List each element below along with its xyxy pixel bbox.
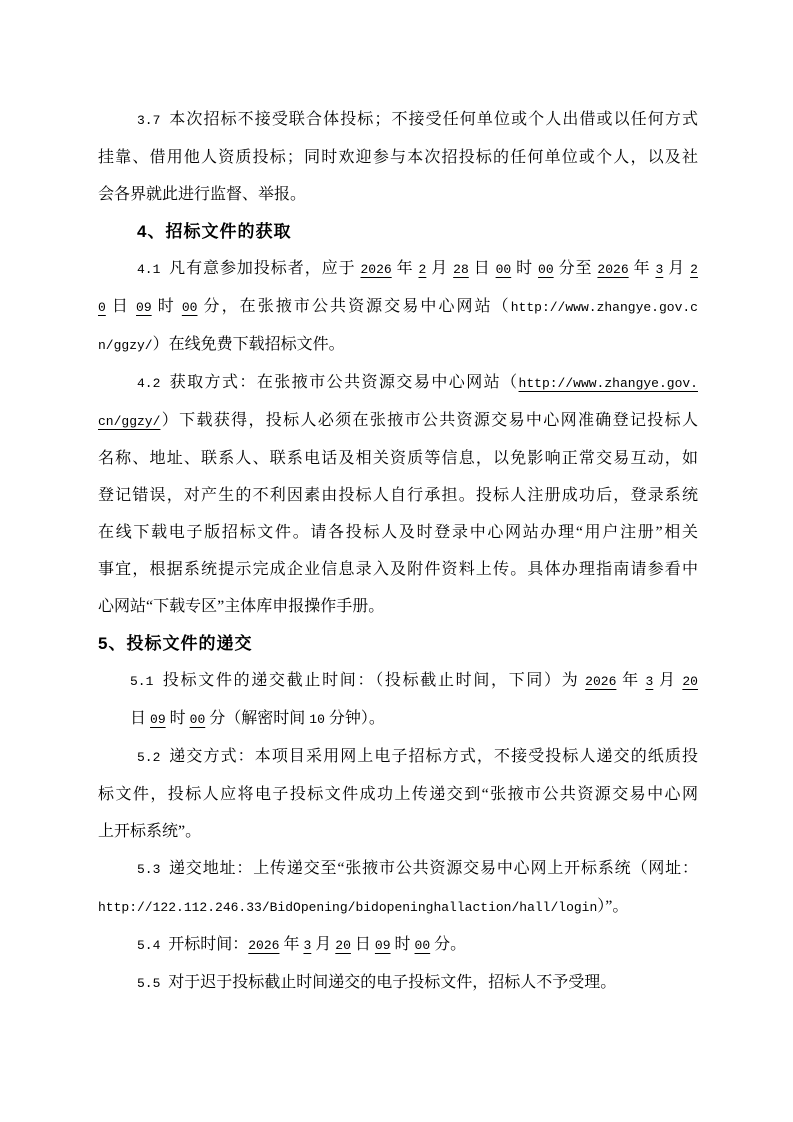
text-segment: 开标时间： xyxy=(168,936,249,953)
text-line xyxy=(98,588,698,625)
underlined-text-segment: 09 xyxy=(374,938,391,953)
text-segment: 5.2 xyxy=(137,750,170,765)
text-segment: 标文件，投标人应将电子投标文件成功上传递交到“张掖市公共资源交易中心网 xyxy=(98,786,698,803)
text-segment: 凡有意参加投标者，应于 xyxy=(169,260,361,277)
text-segment: 4、招标文件的获取 xyxy=(137,222,292,241)
text-segment: 日 xyxy=(468,260,496,277)
underlined-text-segment: 28 xyxy=(453,262,469,277)
underlined-text-segment: 3 xyxy=(655,262,664,277)
text-segment: 日 xyxy=(130,710,151,727)
text-segment: 月 xyxy=(663,260,691,277)
underlined-text-segment: 2026 xyxy=(585,674,617,689)
text-segment: 5.4 xyxy=(137,938,169,953)
text-line xyxy=(98,662,698,700)
text-segment: 日 xyxy=(350,936,375,953)
clause-5-5 xyxy=(98,964,698,1002)
underlined-text-segment: 00 xyxy=(189,712,206,727)
clause-4-2 xyxy=(98,364,698,625)
underlined-text-segment: 3 xyxy=(645,674,654,689)
text-line xyxy=(98,364,698,402)
text-segment: 月 xyxy=(653,672,683,689)
text-segment: n/ggzy/ xyxy=(98,338,153,353)
clause-5-1 xyxy=(98,662,698,738)
underlined-text-segment: cn/ggzy/ xyxy=(98,414,161,429)
underlined-text-segment: 2026 xyxy=(597,262,629,277)
text-segment: 年 xyxy=(279,936,304,953)
underlined-text-segment: 09 xyxy=(136,300,152,315)
text-line xyxy=(98,700,698,738)
text-segment: ）”。 xyxy=(597,898,629,915)
text-segment: 对于迟于投标截止时间递交的电子投标文件，招标人不予受理。 xyxy=(168,974,617,991)
text-segment: 5.3 xyxy=(137,862,170,877)
text-segment: 递交方式：本项目采用网上电子招标方式，不接受投标人递交的纸质投 xyxy=(169,748,698,765)
text-line xyxy=(98,288,698,326)
text-segment: 10 xyxy=(309,712,325,727)
text-segment: 心网站“下载专区”主体库申报操作手册。 xyxy=(98,598,385,615)
text-segment: 分。 xyxy=(430,936,467,953)
underlined-text-segment: 20 xyxy=(682,674,698,689)
underlined-text-segment: 00 xyxy=(495,262,512,277)
heading-5-bid-document-submission xyxy=(98,625,698,662)
clause-5-2 xyxy=(98,738,698,850)
text-segment: 分钟）。 xyxy=(324,710,385,727)
text-segment: 5.1 xyxy=(130,674,163,689)
text-segment: 月 xyxy=(311,936,336,953)
heading-4-tender-document-acquisition xyxy=(98,213,698,250)
text-line xyxy=(98,888,698,926)
text-segment: 5.5 xyxy=(137,976,169,991)
underlined-text-segment: 00 xyxy=(538,262,554,277)
underlined-text-segment: 20 xyxy=(335,938,351,953)
text-segment: 年 xyxy=(391,260,419,277)
text-line xyxy=(98,250,698,288)
text-line xyxy=(98,514,698,551)
text-line xyxy=(98,213,698,250)
text-segment: 4.2 xyxy=(137,376,170,391)
underlined-text-segment: http://www.zhangye.gov. xyxy=(518,376,698,391)
text-segment: 分（解密时间 xyxy=(205,710,310,727)
text-segment: http://122.112.246.33/BidOpening/bidopeninghallaction/hall/login xyxy=(98,900,598,915)
text-segment: 投标文件的递交截止时间：（投标截止时间，下同）为 xyxy=(162,672,586,689)
clause-3-7 xyxy=(98,101,698,213)
text-line xyxy=(98,477,698,514)
text-line xyxy=(98,625,698,662)
text-segment: 5、投标文件的递交 xyxy=(98,634,253,653)
text-segment: 分至 xyxy=(553,260,598,277)
text-segment: 3.7 xyxy=(137,113,170,128)
underlined-text-segment: 09 xyxy=(150,712,166,727)
text-line xyxy=(98,964,698,1002)
text-segment: 上开标系统”。 xyxy=(98,823,202,840)
text-segment: 会各界就此进行监督、举报。 xyxy=(98,186,307,203)
clause-5-3 xyxy=(98,850,698,926)
text-segment: 月 xyxy=(426,260,454,277)
underlined-text-segment: 0 xyxy=(98,300,106,315)
text-line xyxy=(98,139,698,176)
underlined-text-segment: 3 xyxy=(303,938,312,953)
text-line xyxy=(98,176,698,213)
text-segment: 分，在张掖市公共资源交易中心网站（ xyxy=(197,298,511,315)
underlined-text-segment: 00 xyxy=(181,300,198,315)
text-segment: 4.1 xyxy=(137,262,170,277)
text-line xyxy=(98,551,698,588)
text-segment: 在线下载电子版招标文件。请各投标人及时登录中心网站办理“用户注册”相关 xyxy=(98,524,698,541)
text-segment: 日 xyxy=(105,298,137,315)
text-segment: 时 xyxy=(511,260,539,277)
text-segment: 年 xyxy=(628,260,656,277)
text-line xyxy=(98,738,698,776)
text-segment: 挂靠、借用他人资质投标；同时欢迎参与本次招投标的任何单位或个人，以及社 xyxy=(98,149,698,166)
text-line xyxy=(98,926,698,964)
text-segment: 获取方式：在张掖市公共资源交易中心网站（ xyxy=(169,374,519,391)
document-content xyxy=(98,101,698,1002)
text-line xyxy=(98,326,698,364)
text-segment: 登记错误，对产生的不利因素由投标人自行承担。投标人注册成功后，登录系统 xyxy=(98,487,698,504)
text-segment: 时 xyxy=(165,710,190,727)
text-line xyxy=(98,813,698,850)
text-line xyxy=(98,850,698,888)
underlined-text-segment: 00 xyxy=(414,938,431,953)
text-segment: 时 xyxy=(151,298,182,315)
text-segment: http://www.zhangye.gov.c xyxy=(510,300,698,315)
clause-5-4 xyxy=(98,926,698,964)
underlined-text-segment: 2 xyxy=(418,262,427,277)
text-segment: 递交地址：上传递交至“张掖市公共资源交易中心网上开标系统（网址： xyxy=(169,860,698,877)
underlined-text-segment: 2026 xyxy=(248,938,280,953)
text-line xyxy=(98,402,698,440)
text-segment: 本次招标不接受联合体投标；不接受任何单位或个人出借或以任何方式 xyxy=(169,111,698,128)
text-segment: 时 xyxy=(390,936,415,953)
text-line xyxy=(98,776,698,813)
text-line xyxy=(98,440,698,477)
text-segment: 名称、地址、联系人、联系电话及相关资质等信息，以免影响正常交易互动，如 xyxy=(98,450,698,467)
text-segment: 年 xyxy=(616,672,646,689)
underlined-text-segment: 2026 xyxy=(360,262,392,277)
text-segment: ）在线免费下载招标文件。 xyxy=(152,336,345,353)
text-segment: ）下载获得，投标人必须在张掖市公共资源交易中心网准确登记投标人 xyxy=(160,412,698,429)
underlined-text-segment: 2 xyxy=(690,262,698,277)
text-segment: 事宜，根据系统提示完成企业信息录入及附件资料上传。具体办理指南请参看中 xyxy=(98,561,698,578)
text-line xyxy=(98,101,698,139)
clause-4-1 xyxy=(98,250,698,364)
